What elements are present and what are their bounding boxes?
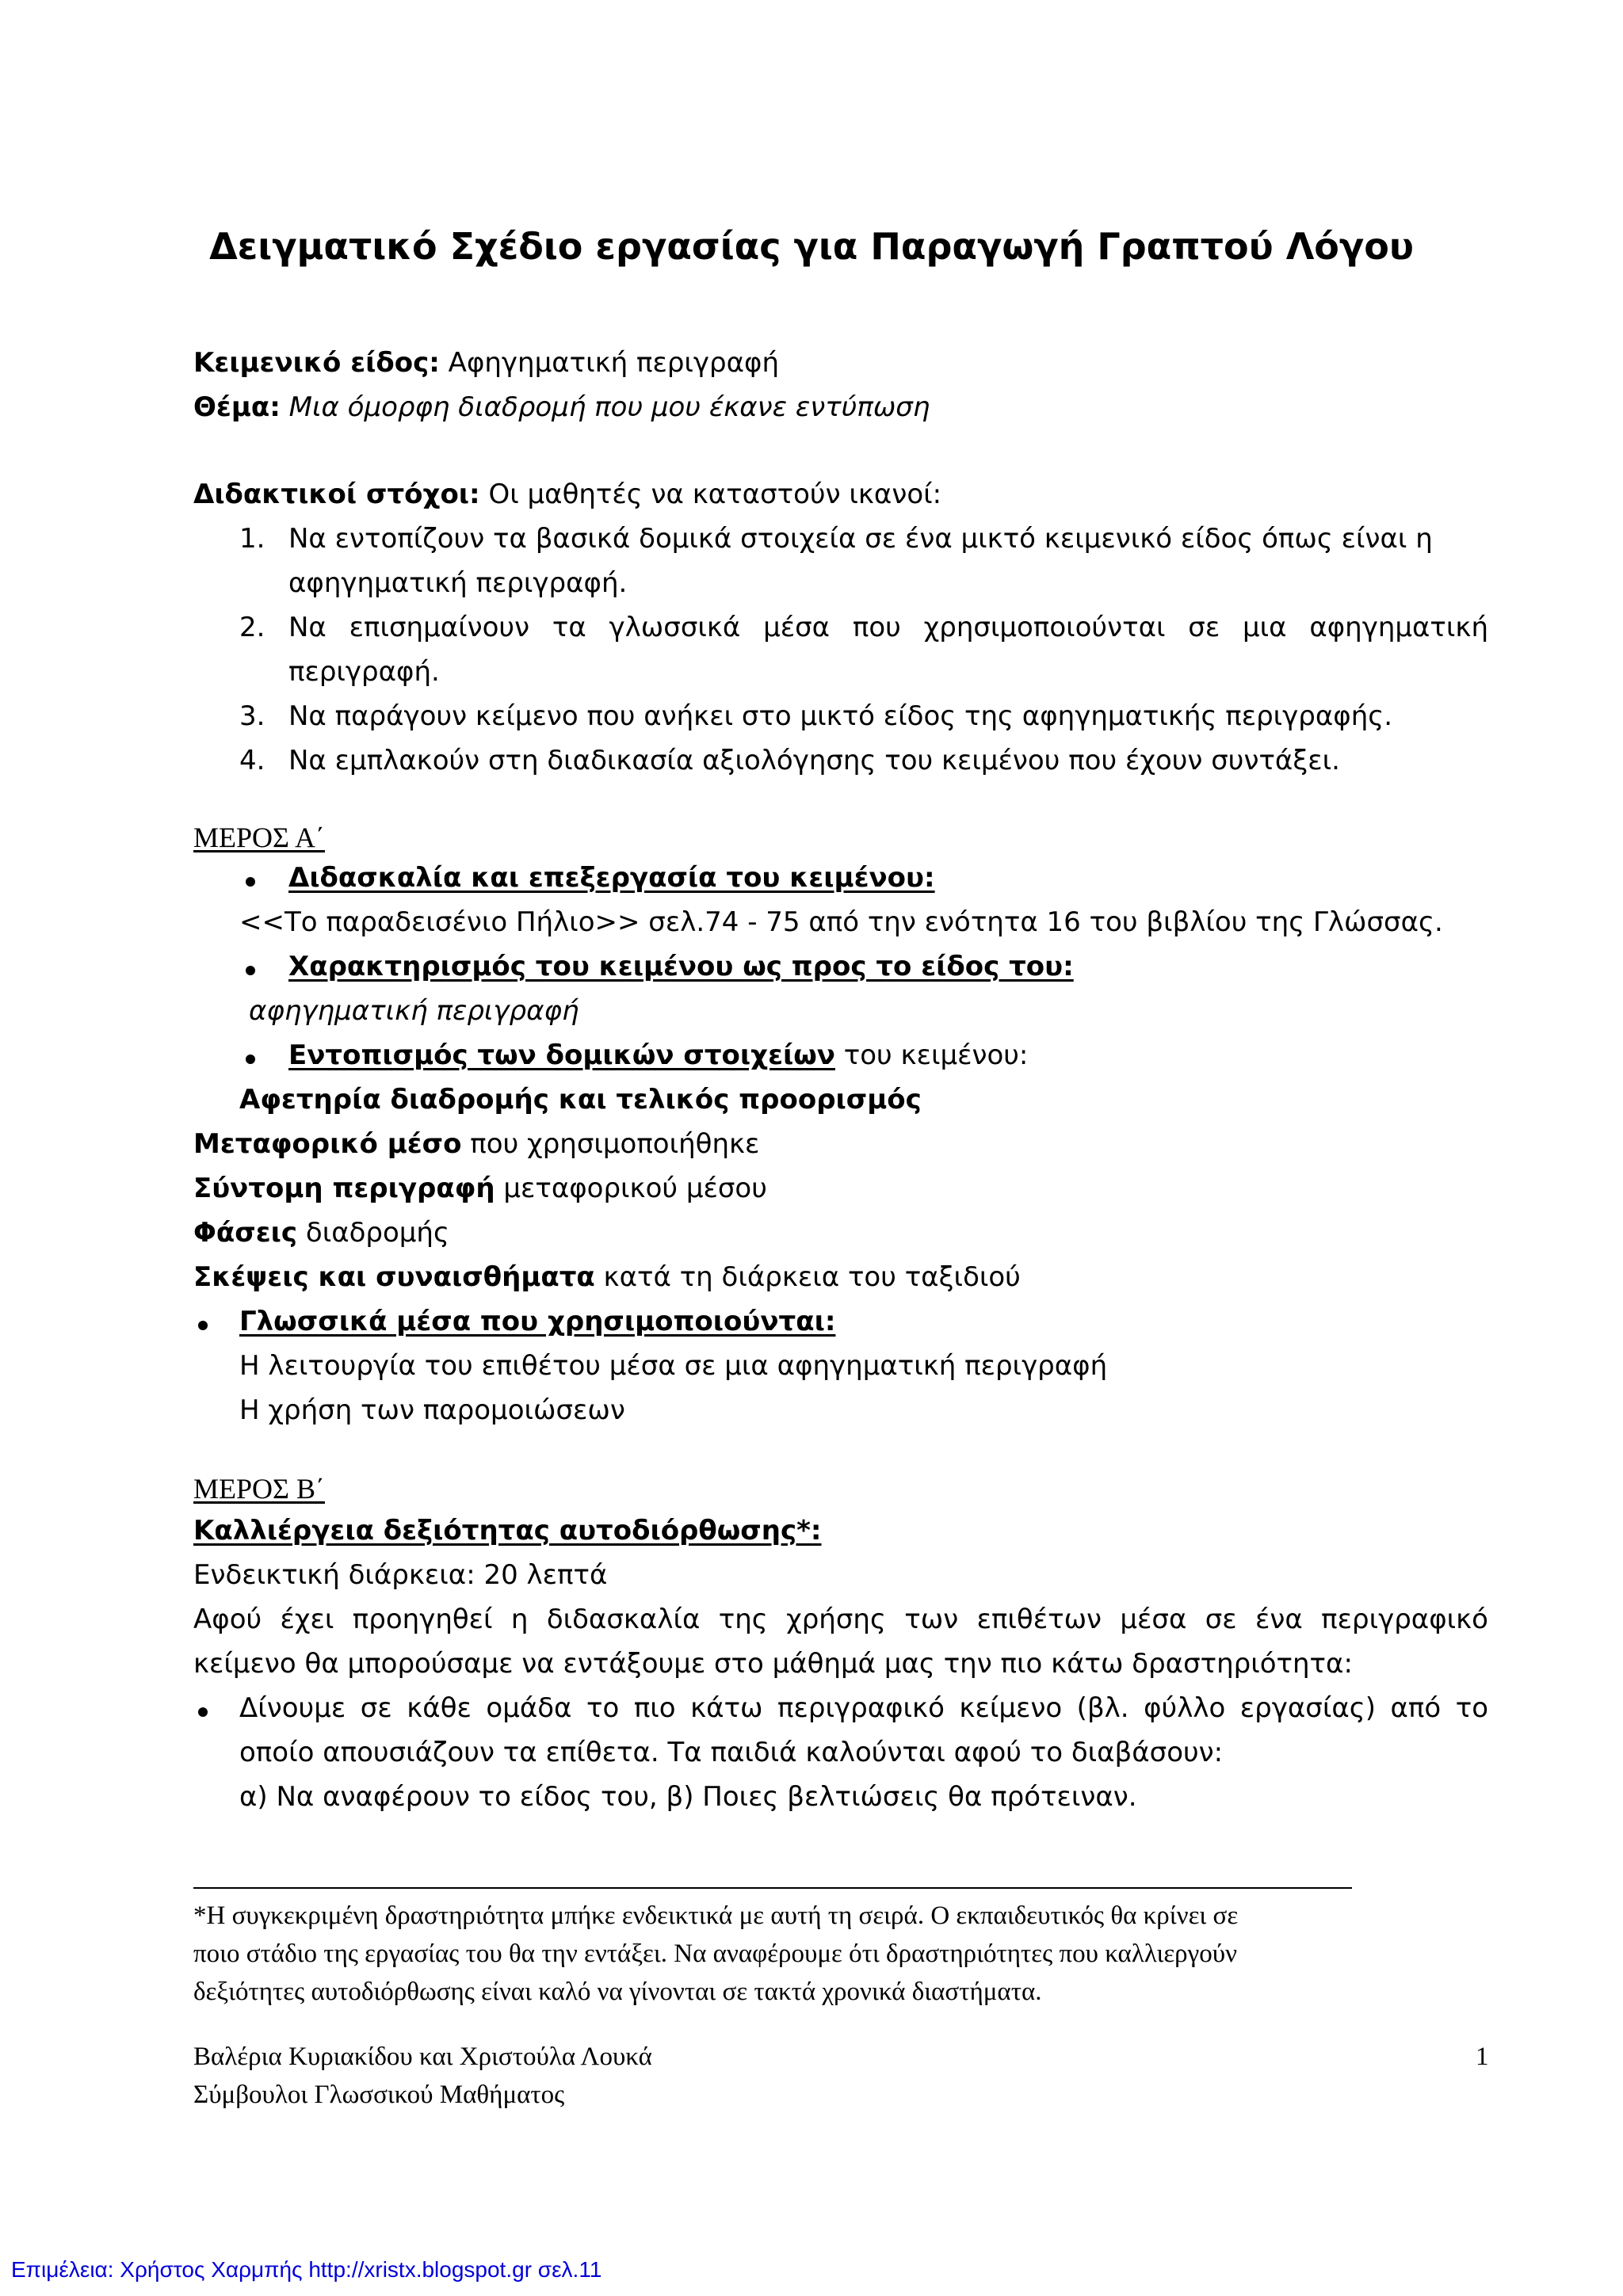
part-a-bullet-1-text: <<Το παραδεισένιο Πήλιο>> σελ.74 - 75 από την ενότητα 16 του βιβλίου της Γλώσσας. <box>239 906 1443 938</box>
objective-text: Να εμπλακούν στη διαδικασία αξιολόγησης του κειμένου που έχουν συντάξει. <box>288 745 1340 776</box>
objective-item-1 <box>239 523 1488 555</box>
genre-label: Κειμενικό είδος: <box>193 347 440 379</box>
page-number: 1 <box>1476 2042 1489 2071</box>
objective-item-3 <box>239 700 1392 732</box>
structure-item-transport <box>193 1128 759 1160</box>
objective-number: 1. <box>239 523 265 555</box>
theme-label: Θέμα: <box>193 391 281 423</box>
part-b-bullet-line-1: Δίνουμε σε κάθε ομάδα το πιο κάτω περιγραφικό κείμενο (βλ. φύλλο εργασίας) από το <box>239 1692 1488 1724</box>
structure-item-start: Αφετηρία διαδρομής και τελικός προορισμός <box>239 1084 922 1116</box>
bullet-icon <box>246 1055 255 1064</box>
part-a-bullet-2-text: αφηγηματική περιγραφή <box>249 995 579 1027</box>
structure-bold: Φάσεις <box>193 1217 298 1249</box>
structure-bold: Σύντομη περιγραφή <box>193 1173 495 1204</box>
part-a-bullet-4-line-1: Η λειτουργία του επιθέτου μέσα σε μια αφηγηματική περιγραφή <box>239 1350 1108 1382</box>
genre-value: Αφηγηματική περιγραφή <box>439 347 780 379</box>
bullet-icon <box>198 1707 208 1717</box>
structure-item-thoughts <box>193 1261 1021 1293</box>
objective-item-2 <box>239 612 1488 643</box>
part-b-paragraph-line-2: κείμενο θα μπορούσαμε να εντάξουμε στο μάθημά μας την πιο κάτω δραστηριότητα: <box>193 1648 1353 1680</box>
part-b-bullet-line-2: οποίο απουσιάζουν τα επίθετα. Τα παιδιά καλούνται αφού το διαβάσουν: <box>239 1737 1224 1768</box>
objectives-label: Διδακτικοί στόχοι: <box>193 479 480 510</box>
objectives-intro: Οι μαθητές να καταστούν ικανοί: <box>479 479 942 510</box>
structure-bold: Μεταφορικό μέσο <box>193 1128 462 1160</box>
structure-rest: μεταφορικού μέσου <box>495 1173 767 1204</box>
footnote-separator <box>193 1887 1352 1889</box>
footnote-line-3: δεξιότητες αυτοδιόρθωσης είναι καλό να γίνονται σε τακτά χρονικά διαστήματα. <box>193 1978 1042 2006</box>
page-title: Δειγματικό Σχέδιο εργασίας για Παραγωγή Γραπτού Λόγου <box>209 225 1414 268</box>
part-a-bullet-4-line-2: Η χρήση των παρομοιώσεων <box>239 1394 625 1426</box>
footer-role: Σύμβουλοι Γλωσσικού Μαθήματος <box>193 2081 565 2109</box>
part-b-paragraph-line-1: Αφού έχει προηγηθεί η διδασκαλία της χρήσης των επιθέτων μέσα σε ένα περιγραφικό <box>193 1604 1488 1635</box>
objective-text: Να παράγουν κείμενο που ανήκει στο μικτό είδος της αφηγηματικής περιγραφής. <box>288 700 1393 732</box>
objective-number: 4. <box>239 745 265 776</box>
objective-text: Να εντοπίζουν τα βασικά δομικά στοιχεία σε ένα μικτό κειμενικό είδος όπως είναι η <box>288 523 1433 555</box>
theme-line <box>193 391 930 423</box>
objectives-line <box>193 479 941 510</box>
part-a-bullet-3-title: Εντοπισμός των δομικών στοιχείων <box>288 1039 835 1071</box>
genre-line <box>193 347 779 379</box>
structure-item-phases <box>193 1217 449 1249</box>
part-b-heading: ΜΕΡΟΣ Β΄ <box>193 1473 325 1505</box>
part-b-subheading: Καλλιέργεια δεξιότητας αυτοδιόρθωσης*: <box>193 1515 822 1547</box>
theme-value: Μια όμορφη διαδρομή που μου έκανε εντύπωση <box>280 391 930 423</box>
structure-item-description <box>193 1173 767 1204</box>
structure-rest: διαδρομής <box>297 1217 449 1249</box>
footnote-line-2: ποιο στάδιο της εργασίας του θα την εντάξει. Να αναφέρουμε ότι δραστηριότητες που καλλιεργούν <box>193 1939 1237 1968</box>
bullet-icon <box>198 1321 208 1330</box>
part-b-bullet-line-3: α) Να αναφέρουν το είδος του, β) Ποιες βελτιώσεις θα πρότειναν. <box>239 1781 1137 1813</box>
structure-bold: Σκέψεις και συναισθήματα <box>193 1261 595 1293</box>
part-a-bullet-2-title: Χαρακτηρισμός του κειμένου ως προς το είδος του: <box>288 951 1074 982</box>
footnote-line-1: *Η συγκεκριμένη δραστηριότητα μπήκε ενδεικτικά με αυτή τη σειρά. Ο εκπαιδευτικός θα κρίνει σε <box>193 1901 1239 1930</box>
objective-number: 2. <box>239 612 265 643</box>
part-a-bullet-3-rest: του κειμένου: <box>834 1039 1029 1071</box>
part-a-bullet-1-title: Διδασκαλία και επεξεργασία του κειμένου: <box>288 862 935 894</box>
objective-text: Να επισημαίνουν τα γλωσσικά μέσα που χρησιμοποιούνται σε μια αφηγηματική <box>288 612 1488 643</box>
bottom-footer-credit: Επιμέλεια: Χρήστος Χαρμπής http://xristx.blogspot.gr σελ.11 <box>11 2257 602 2282</box>
objective-item-1-cont: αφηγηματική περιγραφή. <box>288 567 628 599</box>
bullet-icon <box>246 877 255 887</box>
bullet-icon <box>246 966 255 975</box>
objective-item-4 <box>239 745 1340 776</box>
structure-rest: κατά τη διάρκεια του ταξιδιού <box>594 1261 1021 1293</box>
part-a-bullet-3 <box>288 1039 1028 1071</box>
objective-number: 3. <box>239 700 265 732</box>
part-a-heading: ΜΕΡΟΣ Α΄ <box>193 822 325 853</box>
structure-rest: που χρησιμοποιήθηκε <box>461 1128 760 1160</box>
part-a-bullet-4-title: Γλωσσικά μέσα που χρησιμοποιούνται: <box>239 1306 836 1337</box>
objective-item-2-cont: περιγραφή. <box>288 656 440 688</box>
part-b-duration: Ενδεικτική διάρκεια: 20 λεπτά <box>193 1559 608 1591</box>
footer-authors: Βαλέρια Κυριακίδου και Χριστούλα Λουκά <box>193 2042 652 2071</box>
